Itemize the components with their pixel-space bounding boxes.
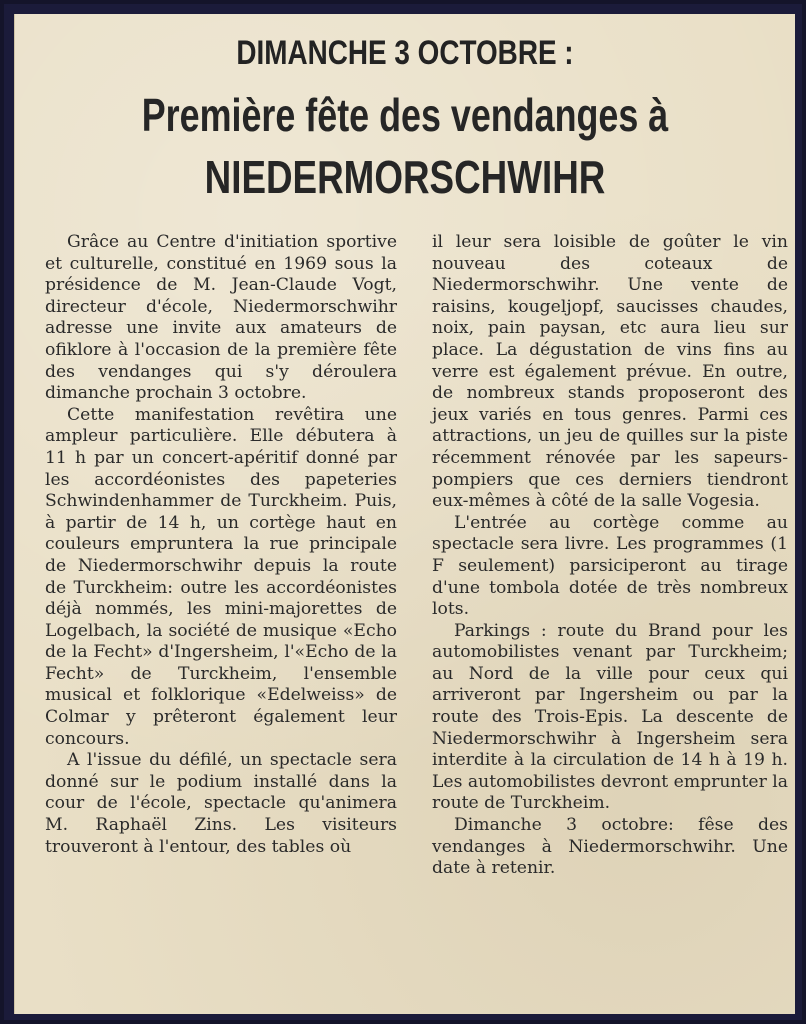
right-column [432, 232, 788, 880]
paragraph: Grâce au Centre d'initiation sportive et culturelle, constitué en 1969 sous la présidence de M. Jean-Claude Vogt, directeur d'école, Niedermorschwihr adresse une invite aux amateurs de ofiklore à l'occasion de la première fête des vendanges qui s'y déroulera dimanche prochain 3 octobre. [45, 232, 397, 404]
paragraph: Cette manifestation revêtira une ampleur particulière. Elle débutera à 11 h par un concert-apéritif donné par les accordéonistes des papeteries Schwindenhammer de Turckheim. Puis, à partir de 14 h, un cortège haut en couleurs empruntera la rue principale de Niedermorschwihr depuis la route de Turckheim: outre les accordéonistes déjà nommés, les mini-majorettes de Logelbach, la société de musique «Echo de la Fecht» d'Ingersheim, l'«Echo de la Fecht» de Turckheim, l'ensemble musical et folklorique «Edelweiss» de Colmar y prêteront également leur concours. [45, 404, 397, 749]
dark-frame [4, 4, 802, 1020]
headline-line-1: Première fête des vendanges à [141, 89, 669, 141]
column-gutter [417, 240, 418, 1000]
headline-line-2: NIEDERMORSCHWIHR [204, 151, 606, 203]
newspaper-clipping [14, 14, 795, 1014]
paragraph: L'entrée au cortège comme au spectacle sera livre. Les programmes (1 F seulement) parsiciperont au tirage d'une tombola dotée de très nombreux lots. [432, 512, 788, 620]
paragraph: il leur sera loisible de goûter le vin nouveau des coteaux de Niedermorschwihr. Une vente de raisins, kougeljopf, saucisses chaudes, noix, pain paysan, etc aura lieu sur place. La dégustation de vins fins au verre est également prévue. En outre, de nombreux stands proposeront des jeux variés en tous genres. Parmi ces attractions, un jeu de quilles sur la piste récemment rénovée par les sapeurs-pompiers que ces derniers tiendront eux-mêmes à côté de la salle Vogesia. [432, 232, 788, 512]
paragraph: Parkings : route du Brand pour les automobilistes venant par Turckheim; au Nord de la ville pour ceux qui arriveront par Ingersheim ou par la route des Trois-Epis. La descente de Niedermorschwihr à Ingersheim sera interdite à la circulation de 14 h à 19 h. Les automobilistes devront emprunter la route de Turckheim. [432, 620, 788, 814]
paragraph: A l'issue du défilé, un spectacle sera donné sur le podium installé dans la cour de l'école, spectacle qu'animera M. Raphaël Zins. Les visiteurs trouveront à l'entour, des tables où [45, 750, 397, 857]
left-column [45, 232, 397, 858]
kicker-headline: DIMANCHE 3 OCTOBRE : [236, 34, 574, 72]
paragraph: Dimanche 3 octobre: fêse des vendanges à Niedermorschwihr. Une date à retenir. [432, 815, 788, 879]
